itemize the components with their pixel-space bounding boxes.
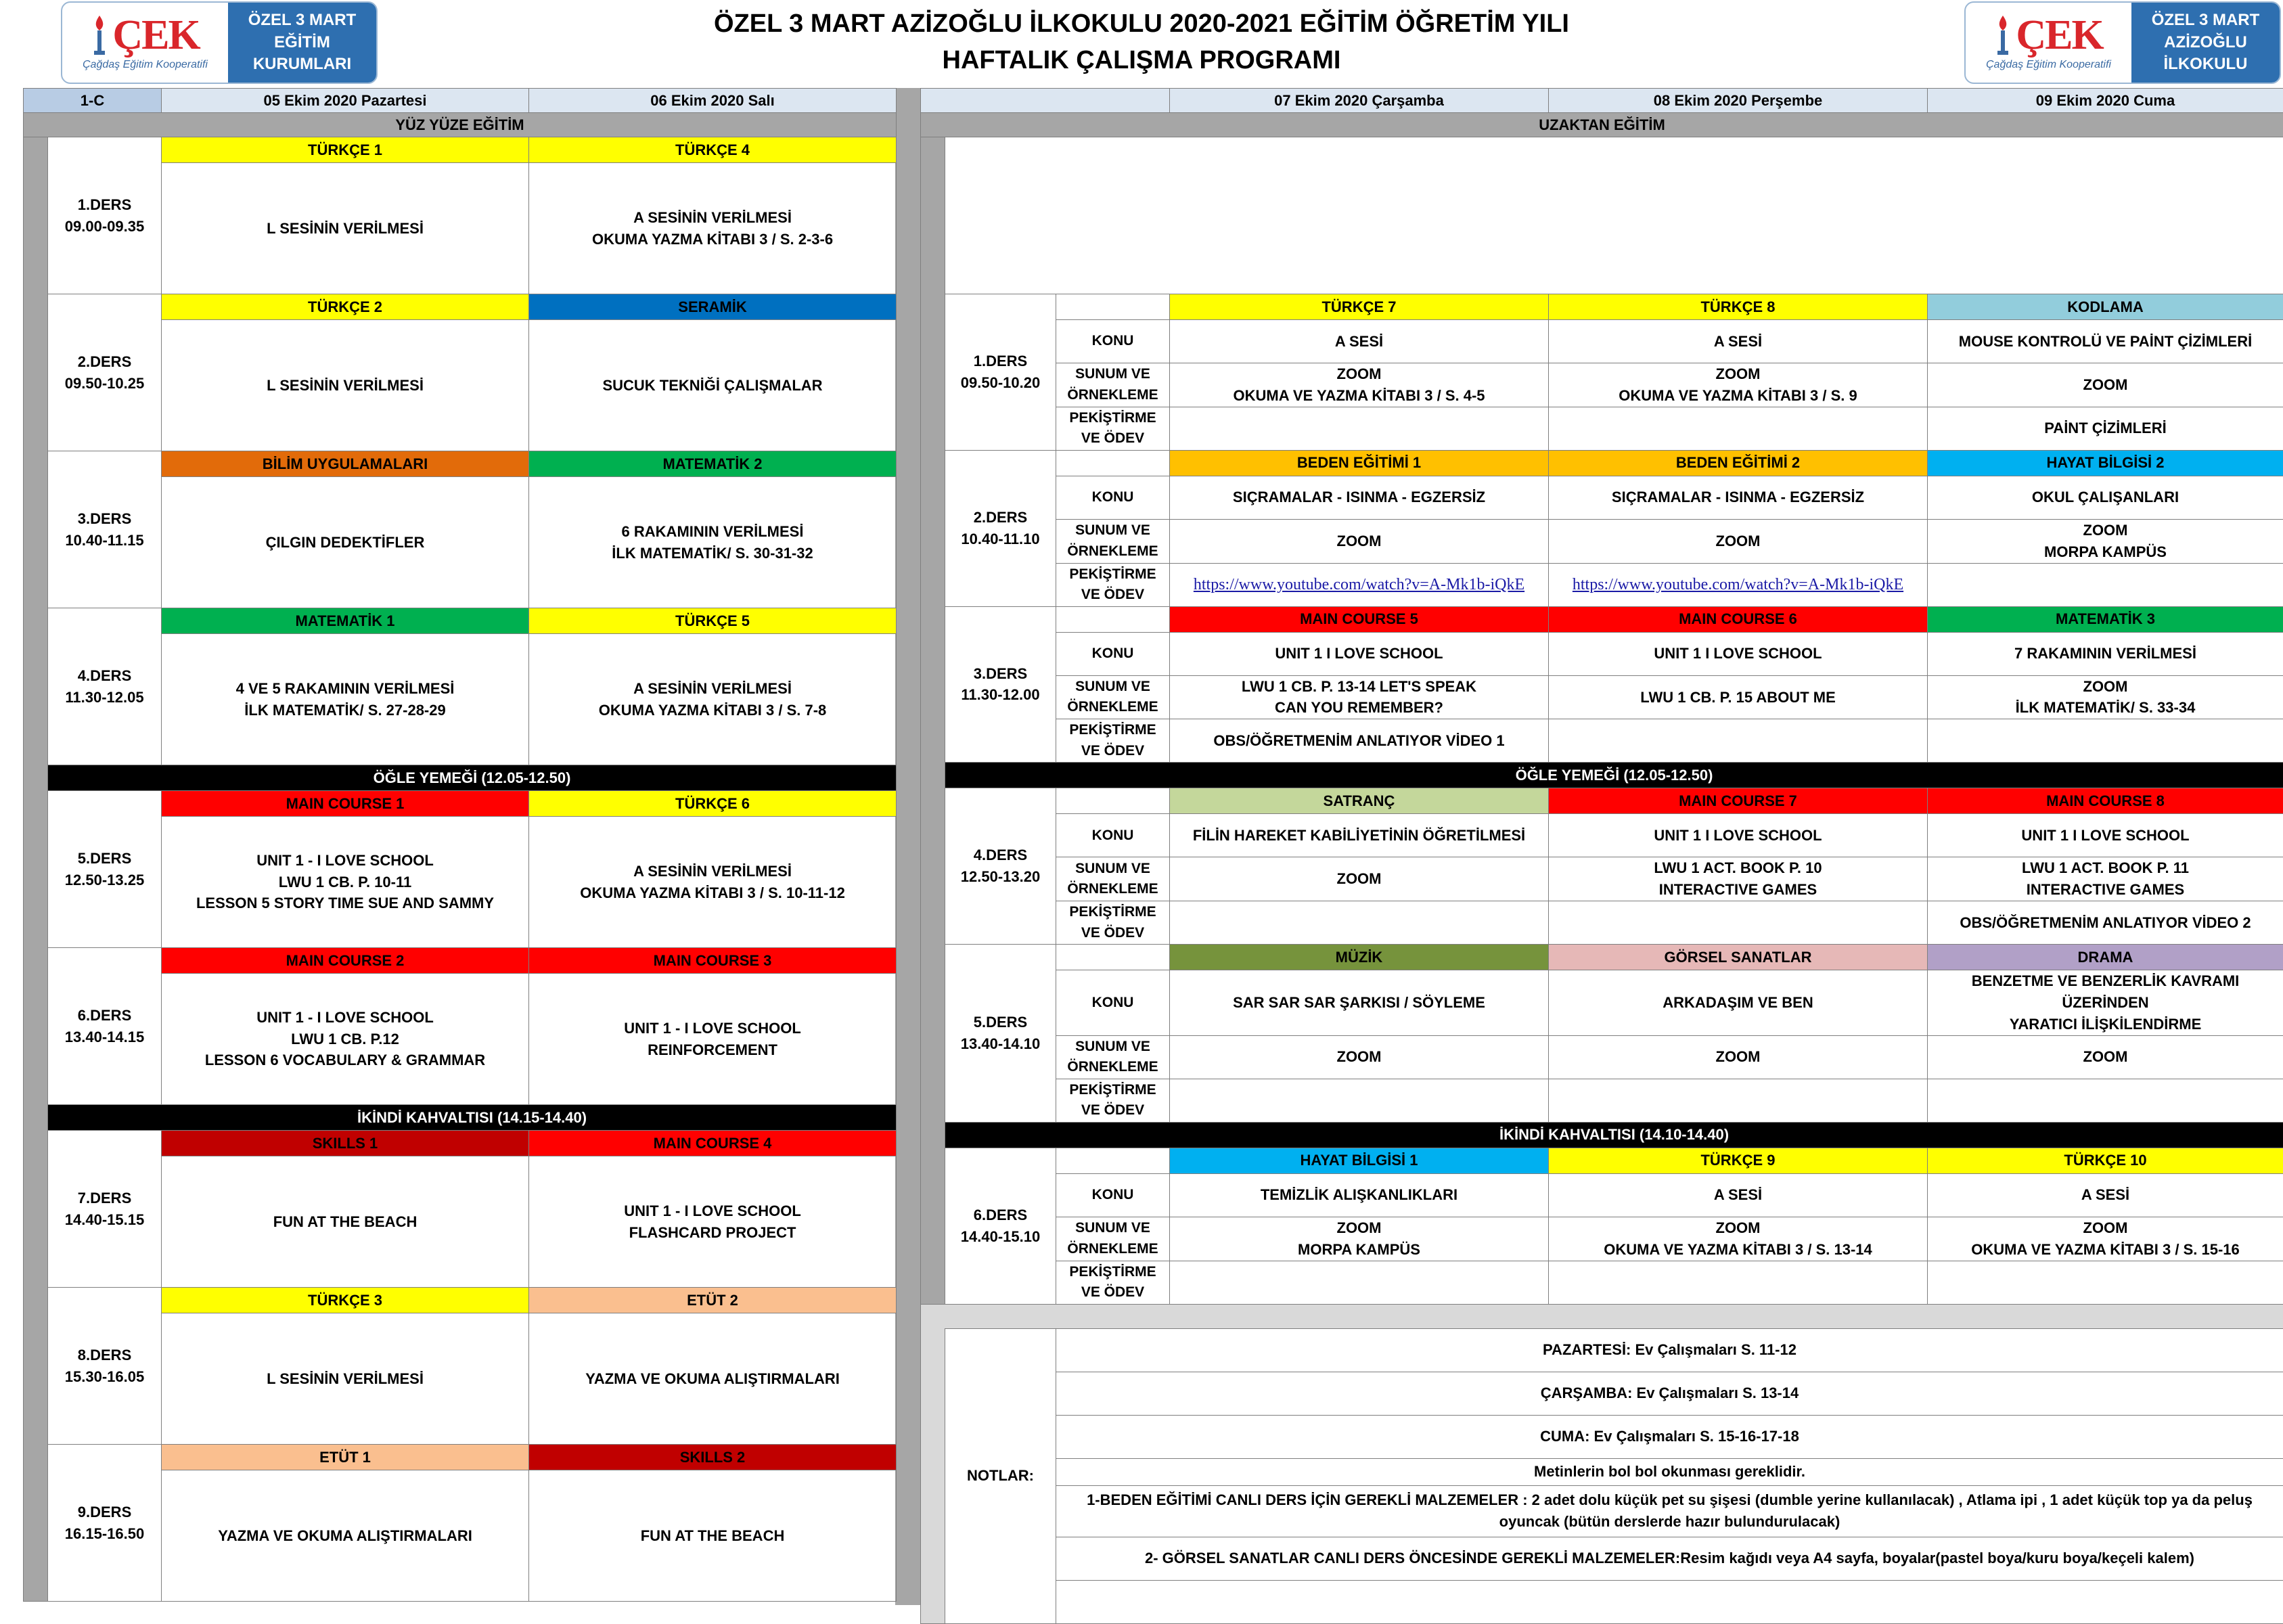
lesson-pekis [1170, 901, 1549, 945]
row-label-blank [1056, 294, 1170, 320]
subject-header: SKILLS 2 [529, 1445, 897, 1470]
note-line: 2- GÖRSEL SANATLAR CANLI DERS ÖNCESİNDE GEREKLİ MALZEMELER:Resim kağıdı veya A4 sayfa, boyalar(pastel boya/kuru boya/keçeli kalem) [1056, 1537, 2283, 1580]
lesson-time: 2.DERS 10.40-11.10 [945, 450, 1056, 606]
lesson-content: 6 RAKAMININ VERİLMESİ İLK MATEMATİK/ S. 30-31-32 [529, 477, 897, 608]
lesson-sunum: LWU 1 ACT. BOOK P. 10 INTERACTIVE GAMES [1549, 857, 1928, 901]
side-label-face-to-face [24, 137, 48, 1602]
note-line: 1-BEDEN EĞİTİMİ CANLI DERS İÇİN GEREKLİ MALZEMELER : 2 adet dolu küçük pet su şişesi (dumble yerine kullanılacak) , Atlama ipi , 1 adet küçük top ya da peluş oyuncak (bütün derslerde hazır bulundurulacak) [1056, 1485, 2283, 1537]
lesson-sunum: ZOOM OKUMA VE YAZMA KİTABI 3 / S. 9 [1549, 363, 1928, 407]
note-line [1056, 1580, 2283, 1623]
logo-right-text: ÖZEL 3 MART AZİZOĞLU İLKOKULU [2131, 3, 2280, 83]
lesson-konu: FİLİN HAREKET KABİLİYETİNİN ÖĞRETİLMESİ [1170, 814, 1549, 857]
lesson-sunum: ZOOM [1928, 363, 2283, 407]
page-title [474, 5, 1809, 78]
lesson-pekis [1549, 1261, 1928, 1304]
row-label-blank [1056, 1148, 1170, 1173]
lesson-pekis [1549, 1079, 1928, 1122]
row-label-konu: KONU [1056, 1173, 1170, 1217]
logo-left-sub: Çağdaş Eğitim Kooperatifi [83, 59, 208, 71]
subject-header: TÜRKÇE 7 [1170, 294, 1549, 320]
lesson-content: L SESİNİN VERİLMESİ [162, 1313, 529, 1445]
lesson-konu: ARKADAŞIM VE BEN [1549, 970, 1928, 1036]
row-label-sunum: SUNUM VE ÖRNEKLEME [1056, 363, 1170, 407]
lesson-content: UNIT 1 - I LOVE SCHOOL REINFORCEMENT [529, 974, 897, 1105]
subject-header: GÖRSEL SANATLAR [1549, 945, 1928, 970]
cek-logo-mark [1966, 3, 2131, 83]
lesson-konu: UNIT 1 I LOVE SCHOOL [1549, 814, 1928, 857]
subject-header: MAIN COURSE 2 [162, 948, 529, 974]
subject-header: MÜZİK [1170, 945, 1549, 970]
lesson-time: 7.DERS 14.40-15.15 [48, 1131, 162, 1288]
lesson-content: FUN AT THE BEACH [162, 1156, 529, 1288]
subject-header: MATEMATİK 2 [529, 451, 897, 477]
lesson-content: UNIT 1 - I LOVE SCHOOL LWU 1 CB. P. 10-11 LESSON 5 STORY TIME SUE AND SAMMY [162, 817, 529, 948]
row-label-konu: KONU [1056, 632, 1170, 675]
lesson-sunum: LWU 1 CB. P. 15 ABOUT ME [1549, 675, 1928, 719]
subject-header: TÜRKÇE 2 [162, 294, 529, 320]
row-label-konu: KONU [1056, 476, 1170, 519]
lesson-time: 8.DERS 15.30-16.05 [48, 1288, 162, 1445]
lesson-sunum: ZOOM OKUMA VE YAZMA KİTABI 3 / S. 4-5 [1170, 363, 1549, 407]
lesson-time: 6.DERS 13.40-14.15 [48, 948, 162, 1105]
lesson-konu: A SESİ [1928, 1173, 2283, 1217]
lesson-content: SUCUK TEKNİĞİ ÇALIŞMALAR [529, 320, 897, 451]
lesson-pekis [1170, 407, 1549, 450]
youtube-link[interactable]: https://www.youtube.com/watch?v=A-Mk1b-iQkE [1194, 576, 1524, 593]
day-header-blank [921, 89, 1170, 113]
subject-header: BEDEN EĞİTİMİ 1 [1170, 450, 1549, 476]
row-label-blank [1056, 606, 1170, 632]
lesson-sunum: LWU 1 CB. P. 13-14 LET'S SPEAK CAN YOU REMEMBER? [1170, 675, 1549, 719]
subject-header: BİLİM UYGULAMALARI [162, 451, 529, 477]
lesson-sunum: ZOOM [1170, 1035, 1549, 1079]
empty-slot [945, 137, 2283, 294]
lesson-content: A SESİNİN VERİLMESİ OKUMA YAZMA KİTABI 3 / S. 7-8 [529, 634, 897, 765]
subject-header: TÜRKÇE 8 [1549, 294, 1928, 320]
lesson-pekis: OBS/ÖĞRETMENİM ANLATIYOR VİDEO 1 [1170, 719, 1549, 763]
day-header-friday: 09 Ekim 2020 Cuma [1928, 89, 2283, 113]
lesson-time: 1.DERS 09.50-10.20 [945, 294, 1056, 451]
subject-header: SERAMİK [529, 294, 897, 320]
lesson-pekis: PAİNT ÇİZİMLERİ [1928, 407, 2283, 450]
lesson-konu: BENZETME VE BENZERLİK KAVRAMI ÜZERİNDEN YARATICI İLİŞKİLENDİRME [1928, 970, 2283, 1036]
subject-header: BEDEN EĞİTİMİ 2 [1549, 450, 1928, 476]
lesson-content: UNIT 1 - I LOVE SCHOOL LWU 1 CB. P.12 LESSON 6 VOCABULARY & GRAMMAR [162, 974, 529, 1105]
lesson-content: YAZMA VE OKUMA ALIŞTIRMALARI [162, 1470, 529, 1602]
subject-header: SATRANÇ [1170, 788, 1549, 814]
lesson-pekis [1549, 901, 1928, 945]
lesson-konu: TEMİZLİK ALIŞKANLIKLARI [1170, 1173, 1549, 1217]
subject-header: MAIN COURSE 4 [529, 1131, 897, 1156]
lesson-content: L SESİNİN VERİLMESİ [162, 163, 529, 294]
lesson-sunum: ZOOM İLK MATEMATİK/ S. 33-34 [1928, 675, 2283, 719]
lesson-time: 1.DERS 09.00-09.35 [48, 137, 162, 294]
subject-header: DRAMA [1928, 945, 2283, 970]
lesson-pekis [1928, 563, 2283, 606]
face-to-face-schedule-table [23, 88, 897, 1602]
lesson-content: 4 VE 5 RAKAMININ VERİLMESİ İLK MATEMATİK/ S. 27-28-29 [162, 634, 529, 765]
row-label-sunum: SUNUM VE ÖRNEKLEME [1056, 519, 1170, 563]
lesson-sunum: ZOOM OKUMA VE YAZMA KİTABI 3 / S. 13-14 [1549, 1217, 1928, 1261]
row-label-pekis: PEKİŞTİRME VE ÖDEV [1056, 901, 1170, 945]
note-line: Metinlerin bol bol okunması gereklidir. [1056, 1458, 2283, 1485]
lesson-konu: A SESİ [1170, 320, 1549, 363]
row-label-sunum: SUNUM VE ÖRNEKLEME [1056, 857, 1170, 901]
logo-left [61, 1, 378, 84]
lesson-konu: A SESİ [1549, 320, 1928, 363]
subject-header: HAYAT BİLGİSİ 2 [1928, 450, 2283, 476]
lesson-sunum: ZOOM [1170, 857, 1549, 901]
row-label-konu: KONU [1056, 970, 1170, 1036]
note-line: PAZARTESİ: Ev Çalışmaları S. 11-12 [1056, 1328, 2283, 1372]
lesson-time: 4.DERS 11.30-12.05 [48, 608, 162, 765]
row-label-pekis: PEKİŞTİRME VE ÖDEV [1056, 1261, 1170, 1304]
remote-schedule-table [920, 88, 2283, 1624]
lesson-sunum: ZOOM [1549, 519, 1928, 563]
lesson-content: A SESİNİN VERİLMESİ OKUMA YAZMA KİTABI 3 / S. 10-11-12 [529, 817, 897, 948]
lesson-pekis: OBS/ÖĞRETMENİM ANLATIYOR VİDEO 2 [1928, 901, 2283, 945]
lesson-time: 4.DERS 12.50-13.20 [945, 788, 1056, 945]
lesson-time: 3.DERS 10.40-11.15 [48, 451, 162, 608]
lesson-sunum: LWU 1 ACT. BOOK P. 11 INTERACTIVE GAMES [1928, 857, 2283, 901]
lesson-content: ÇILGIN DEDEKTİFLER [162, 477, 529, 608]
lesson-time: 5.DERS 12.50-13.25 [48, 791, 162, 948]
subject-header: TÜRKÇE 3 [162, 1288, 529, 1313]
lesson-pekis [1928, 719, 2283, 763]
lesson-pekis [1928, 1079, 2283, 1122]
row-label-sunum: SUNUM VE ÖRNEKLEME [1056, 1217, 1170, 1261]
notes-side-gap [921, 1328, 945, 1623]
snack-break-bar: İKİNDİ KAHVALTISI (14.15-14.40) [48, 1105, 897, 1131]
subject-header: MAIN COURSE 1 [162, 791, 529, 817]
lesson-konu: UNIT 1 I LOVE SCHOOL [1928, 814, 2283, 857]
day-header-wednesday: 07 Ekim 2020 Çarşamba [1170, 89, 1549, 113]
subject-header: ETÜT 2 [529, 1288, 897, 1313]
youtube-link[interactable]: https://www.youtube.com/watch?v=A-Mk1b-iQkE [1573, 576, 1903, 593]
banner-remote: UZAKTAN EĞİTİM [921, 113, 2283, 137]
title-line-2: HAFTALIK ÇALIŞMA PROGRAMI [474, 42, 1809, 78]
day-header-tuesday: 06 Ekim 2020 Salı [529, 89, 897, 113]
row-label-pekis: PEKİŞTİRME VE ÖDEV [1056, 719, 1170, 763]
subject-header: ETÜT 1 [162, 1445, 529, 1470]
lesson-konu: 7 RAKAMININ VERİLMESİ [1928, 632, 2283, 675]
lesson-konu: OKUL ÇALIŞANLARI [1928, 476, 2283, 519]
subject-header: HAYAT BİLGİSİ 1 [1170, 1148, 1549, 1173]
logo-left-mark-text: ÇEK [112, 14, 199, 56]
notes-top-gap [921, 1304, 2283, 1328]
lesson-sunum: ZOOM [1549, 1035, 1928, 1079]
cek-logo-mark [62, 3, 228, 83]
day-header-monday: 05 Ekim 2020 Pazartesi [162, 89, 529, 113]
lesson-konu: SAR SAR SAR ŞARKISI / SÖYLEME [1170, 970, 1549, 1036]
lesson-pekis [1928, 1261, 2283, 1304]
homework-link-cell [1170, 563, 1549, 606]
lesson-pekis [1170, 1261, 1549, 1304]
torch-icon [1994, 14, 2012, 56]
lesson-time: 5.DERS 13.40-14.10 [945, 945, 1056, 1123]
lesson-konu: UNIT 1 I LOVE SCHOOL [1170, 632, 1549, 675]
row-label-blank [1056, 450, 1170, 476]
subject-header: MAIN COURSE 3 [529, 948, 897, 974]
subject-header: TÜRKÇE 1 [162, 137, 529, 163]
logo-left-text: ÖZEL 3 MART EĞİTİM KURUMLARI [228, 3, 376, 83]
subject-header: MATEMATİK 1 [162, 608, 529, 634]
subject-header: TÜRKÇE 9 [1549, 1148, 1928, 1173]
row-label-blank [1056, 945, 1170, 970]
title-line-1: ÖZEL 3 MART AZİZOĞLU İLKOKULU 2020-2021 EĞİTİM ÖĞRETİM YILI [474, 5, 1809, 42]
row-label-sunum: SUNUM VE ÖRNEKLEME [1056, 675, 1170, 719]
lesson-konu: UNIT 1 I LOVE SCHOOL [1549, 632, 1928, 675]
lesson-sunum: ZOOM [1170, 519, 1549, 563]
lesson-content: FUN AT THE BEACH [529, 1470, 897, 1602]
lunch-break-bar: ÖĞLE YEMEĞİ (12.05-12.50) [945, 763, 2283, 788]
lesson-pekis [1549, 407, 1928, 450]
snack-break-bar: İKİNDİ KAHVALTISI (14.10-14.40) [945, 1122, 2283, 1148]
row-label-pekis: PEKİŞTİRME VE ÖDEV [1056, 407, 1170, 450]
lesson-content: YAZMA VE OKUMA ALIŞTIRMALARI [529, 1313, 897, 1445]
subject-header: MAIN COURSE 6 [1549, 606, 1928, 632]
notes-label: NOTLAR: [945, 1328, 1056, 1623]
middle-separator [895, 88, 921, 1605]
subject-header: TÜRKÇE 10 [1928, 1148, 2283, 1173]
row-label-pekis: PEKİŞTİRME VE ÖDEV [1056, 563, 1170, 606]
lesson-time: 3.DERS 11.30-12.00 [945, 606, 1056, 763]
lesson-content: A SESİNİN VERİLMESİ OKUMA YAZMA KİTABI 3 / S. 2-3-6 [529, 163, 897, 294]
lesson-konu: SIÇRAMALAR - ISINMA - EGZERSİZ [1170, 476, 1549, 519]
lesson-time: 2.DERS 09.50-10.25 [48, 294, 162, 451]
lesson-time: 9.DERS 16.15-16.50 [48, 1445, 162, 1602]
row-label-konu: KONU [1056, 320, 1170, 363]
row-label-blank [1056, 788, 1170, 814]
lesson-konu: SIÇRAMALAR - ISINMA - EGZERSİZ [1549, 476, 1928, 519]
banner-face-to-face: YÜZ YÜZE EĞİTİM [24, 113, 897, 137]
day-header-thursday: 08 Ekim 2020 Perşembe [1549, 89, 1928, 113]
lesson-sunum: ZOOM [1928, 1035, 2283, 1079]
logo-right [1964, 1, 2281, 84]
lesson-konu: MOUSE KONTROLÜ VE PAİNT ÇİZİMLERİ [1928, 320, 2283, 363]
lesson-konu: A SESİ [1549, 1173, 1928, 1217]
lesson-pekis [1170, 1079, 1549, 1122]
note-line: ÇARŞAMBA: Ev Çalışmaları S. 13-14 [1056, 1372, 2283, 1415]
subject-header: MAIN COURSE 8 [1928, 788, 2283, 814]
torch-icon [91, 14, 108, 56]
subject-header: KODLAMA [1928, 294, 2283, 320]
lesson-sunum: ZOOM MORPA KAMPÜS [1170, 1217, 1549, 1261]
homework-link-cell [1549, 563, 1928, 606]
lesson-sunum: ZOOM MORPA KAMPÜS [1928, 519, 2283, 563]
lesson-pekis [1549, 719, 1928, 763]
subject-header: TÜRKÇE 4 [529, 137, 897, 163]
lesson-time: 6.DERS 14.40-15.10 [945, 1148, 1056, 1304]
row-label-konu: KONU [1056, 814, 1170, 857]
note-line: CUMA: Ev Çalışmaları S. 15-16-17-18 [1056, 1415, 2283, 1458]
subject-header: TÜRKÇE 5 [529, 608, 897, 634]
lunch-break-bar: ÖĞLE YEMEĞİ (12.05-12.50) [48, 765, 897, 791]
subject-header: MAIN COURSE 5 [1170, 606, 1549, 632]
row-label-sunum: SUNUM VE ÖRNEKLEME [1056, 1035, 1170, 1079]
row-label-pekis: PEKİŞTİRME VE ÖDEV [1056, 1079, 1170, 1122]
lesson-sunum: ZOOM OKUMA VE YAZMA KİTABI 3 / S. 15-16 [1928, 1217, 2283, 1261]
subject-header: TÜRKÇE 6 [529, 791, 897, 817]
class-label: 1-C [24, 89, 162, 113]
side-label-remote [921, 137, 945, 1305]
lesson-content: L SESİNİN VERİLMESİ [162, 320, 529, 451]
logo-right-sub: Çağdaş Eğitim Kooperatifi [1986, 59, 2111, 71]
subject-header: MAIN COURSE 7 [1549, 788, 1928, 814]
lesson-content: UNIT 1 - I LOVE SCHOOL FLASHCARD PROJECT [529, 1156, 897, 1288]
subject-header: SKILLS 1 [162, 1131, 529, 1156]
subject-header: MATEMATİK 3 [1928, 606, 2283, 632]
logo-right-mark-text: ÇEK [2016, 14, 2102, 56]
